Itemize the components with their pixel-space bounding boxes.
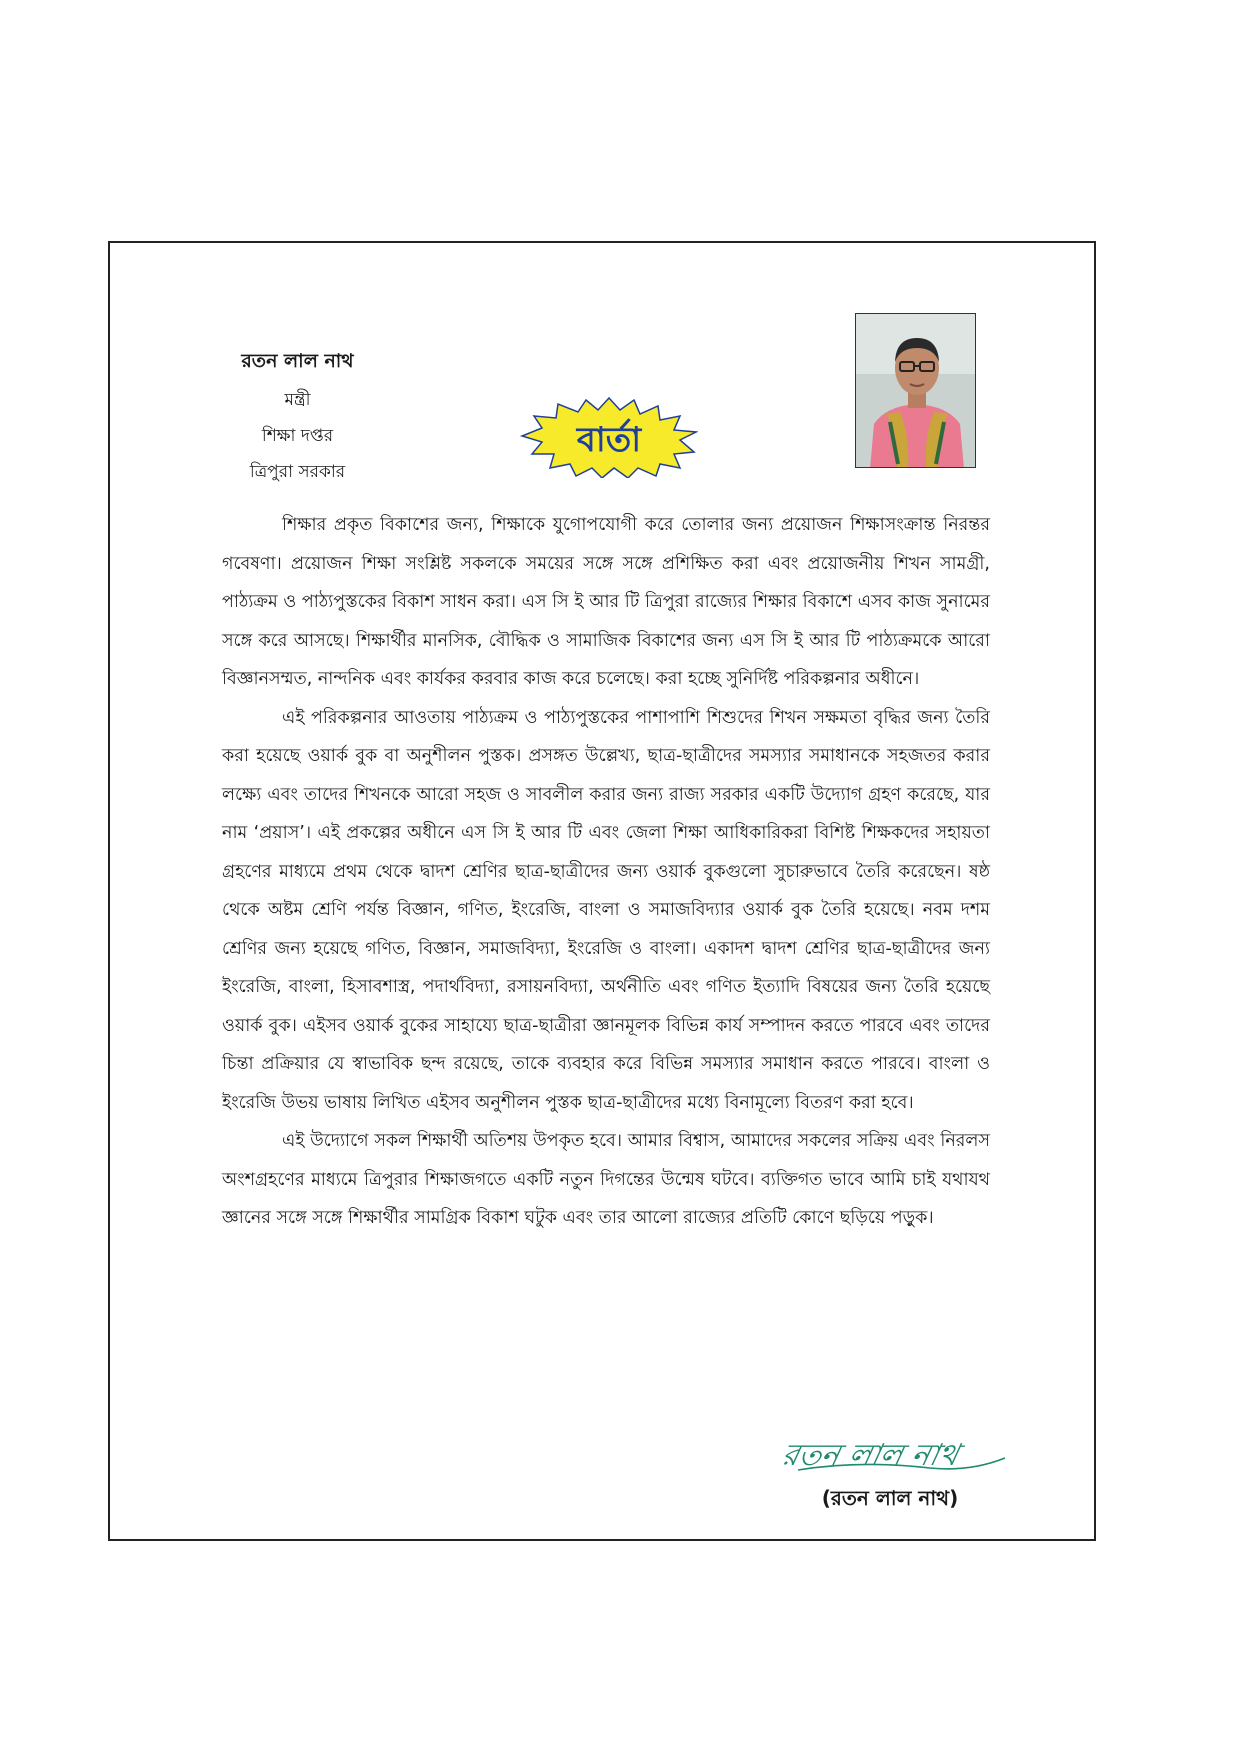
message-body [222,506,990,1238]
author-department: শিক্ষা দপ্তর [261,426,334,446]
author-photo [855,313,976,468]
portrait-icon [856,314,976,468]
signatory-name: (রতন লাল নাথ) [821,1486,959,1510]
author-designation: মন্ত্রী [284,390,311,410]
signature-icon [780,1420,1020,1490]
author-name: রতন লাল নাথ [241,350,354,372]
author-government: ত্রিপুরা সরকার [249,462,346,482]
badge-title: বার্তা [576,420,642,460]
paragraph-3: এই উদ্যোগে সকল শিক্ষার্থী অতিশয় উপকৃত হবে। আমার বিশ্বাস, আমাদের সকলের সক্রিয় এবং নিরলস অংশগ্রহণের মাধ্যমে ত্রিপুরার শিক্ষাজগতে একটি নতুন দিগন্তের উন্মেষ ঘটবে। ব্যক্তিগত ভাবে আমি চাই যথাযথ জ্ঞানের সঙ্গে সঙ্গে শিক্ষার্থীর সামগ্রিক বিকাশ ঘটুক এবং তার আলো রাজ্যের প্রতিটি কোণে ছড়িয়ে পড়ুক। [222,1131,990,1228]
starburst-icon [520,396,698,478]
paragraph-2: এই পরিকল্পনার আওতায় পাঠ্যক্রম ও পাঠ্যপুস্তকের পাশাপাশি শিশুদের শিখন সক্ষমতা বৃদ্ধির জন্য তৈরি করা হয়েছে ওয়ার্ক বুক বা অনুশীলন পুস্তক। প্রসঙ্গত উল্লেখ্য, ছাত্র-ছাত্রীদের সমস্যার সমাধানকে সহজতর করার লক্ষ্যে এবং তাদের শিখনকে আরো সহজ ও সাবলীল করার জন্য রাজ্য সরকার একটি উদ্যোগ গ্রহণ করেছে, যার নাম ‘প্রয়াস’। এই প্রকল্পের অধীনে এস সি ই আর টি এবং জেলা শিক্ষা আধিকারিকরা বিশিষ্ট শিক্ষকদের সহায়তা গ্রহণের মাধ্যমে প্রথম থেকে দ্বাদশ শ্রেণির ছাত্র-ছাত্রীদের জন্য ওয়ার্ক বুকগুলো সুচারুভাবে তৈরি করেছেন। ষষ্ঠ থেকে অষ্টম শ্রেণি পর্যন্ত বিজ্ঞান, গণিত, ইংরেজি, বাংলা ও সমাজবিদ্যার ওয়ার্ক বুক তৈরি হয়েছে। নবম দশম শ্রেণির জন্য হয়েছে গণিত, বিজ্ঞান, সমাজবিদ্যা, ইংরেজি ও বাংলা। একাদশ দ্বাদশ শ্রেণির ছাত্র-ছাত্রীদের জন্য ইংরেজি, বাংলা, হিসাবশাস্ত্র, পদার্থবিদ্যা, রসায়নবিদ্যা, অর্থনীতি এবং গণিত ইত্যাদি বিষয়ের জন্য তৈরি হয়েছে ওয়ার্ক বুক। এইসব ওয়ার্ক বুকের সাহায্যে ছাত্র-ছাত্রীরা জ্ঞানমূলক বিভিন্ন কার্য সম্পাদন করতে পারবে এবং তাদের চিন্তা প্রক্রিয়ার যে স্বাভাবিক ছন্দ রয়েছে, তাকে ব্যবহার করে বিভিন্ন সমস্যার সমাধান করতে পারবে। বাংলা ও ইংরেজি উভয় ভাষায় লিখিত এইসব অনুশীলন পুস্তক ছাত্র-ছাত্রীদের মধ্যে বিনামূল্যে বিতরণ করা হবে। [222,707,990,1113]
message-badge [520,396,698,478]
handwritten-signature [780,1420,1020,1490]
paragraph-1: শিক্ষার প্রকৃত বিকাশের জন্য, শিক্ষাকে যুগোপযোগী করে তোলার জন্য প্রয়োজন শিক্ষাসংক্রান্ত নিরন্তর গবেষণা। প্রয়োজন শিক্ষা সংশ্লিষ্ট সকলকে সময়ের সঙ্গে সঙ্গে প্রশিক্ষিত করা এবং প্রয়োজনীয় শিখন সামগ্রী, পাঠ্যক্রম ও পাঠ্যপুস্তকের বিকাশ সাধন করা। এস সি ই আর টি ত্রিপুরা রাজ্যের শিক্ষার বিকাশে এসব কাজ সুনামের সঙ্গে করে আসছে। শিক্ষার্থীর মানসিক, বৌদ্ধিক ও সামাজিক বিকাশের জন্য এস সি ই আর টি পাঠ্যক্রমকে আরো বিজ্ঞানসম্মত, নান্দনিক এবং কার্যকর করবার কাজ করে চলেছে। করা হচ্ছে সুনির্দিষ্ট পরিকল্পনার অধীনে। [222,515,990,689]
signature-text: রতন লাল নাথ [780,1438,962,1473]
author-block [215,347,380,495]
